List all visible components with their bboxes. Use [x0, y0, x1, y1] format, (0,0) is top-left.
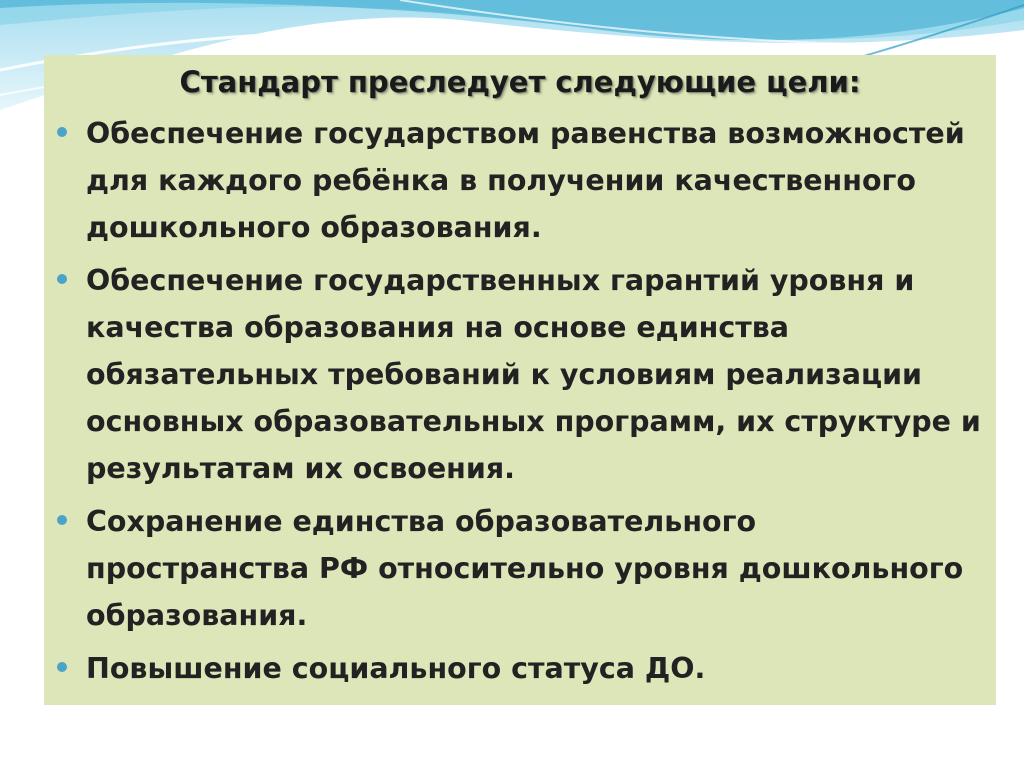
bullet-dot-icon — [57, 127, 67, 137]
bullet-text: Повышение социального статуса ДО. — [86, 652, 706, 685]
bullet-text: Обеспечение государством равенства возможностей для каждого ребёнка в получении качественного дошкольного образования. — [86, 117, 965, 244]
bullet-text: Обеспечение государственных гарантий уровня и качества образования на основе единства обязательных требований к условиям реализации основных образовательных программ, их структуре и результатам их освоения. — [86, 264, 981, 485]
bullet-list — [55, 110, 985, 698]
list-item — [55, 110, 985, 251]
bullet-dot-icon — [57, 515, 67, 525]
list-item — [55, 257, 985, 492]
list-item — [55, 498, 985, 639]
bullet-text: Сохранение единства образовательного пространства РФ относительно уровня дошкольного образования. — [86, 505, 964, 632]
slide-title: Стандарт преследует следующие цели: — [179, 65, 861, 99]
bullet-dot-icon — [57, 662, 67, 672]
list-item — [55, 645, 985, 692]
bullet-dot-icon — [57, 274, 67, 284]
